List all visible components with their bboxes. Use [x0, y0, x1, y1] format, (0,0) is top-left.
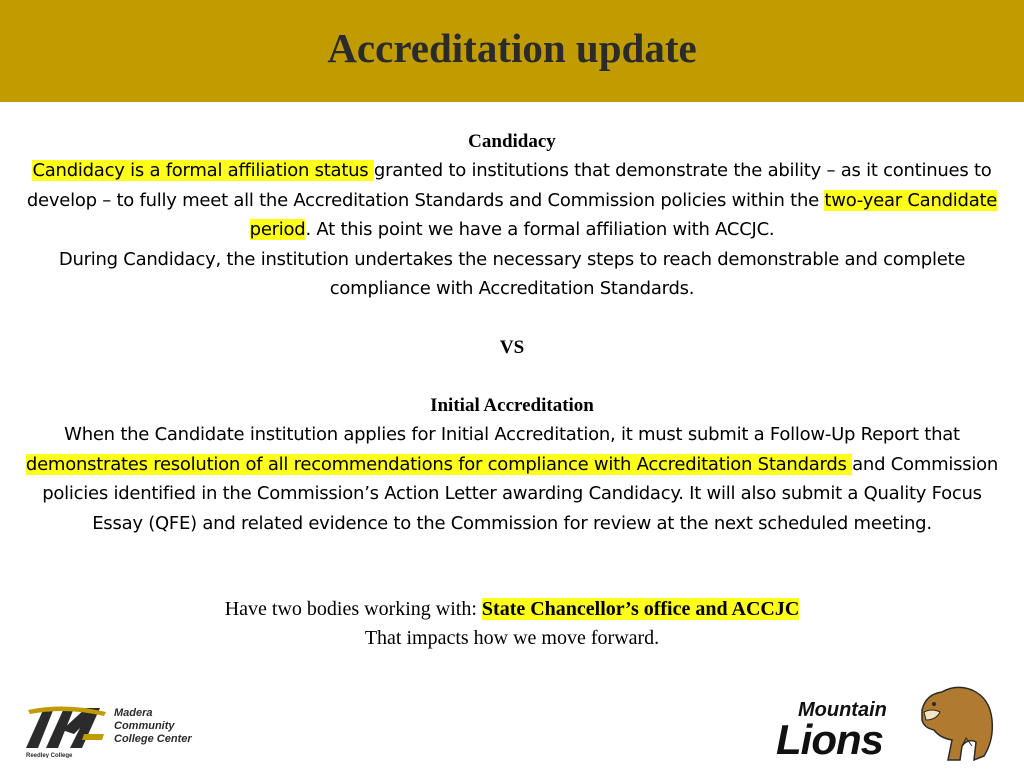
- candidacy-text-a: granted to institutions that demonstrate the ability – as it continues to develop – to fully meet all the Accreditation Standards and Commission policies within the: [26, 160, 992, 211]
- candidacy-paragraph-2: During Candidacy, the institution undertakes the necessary steps to reach demonstrable and complete compliance with Accreditation Standards.: [58, 248, 966, 299]
- slide-title: Accreditation update: [327, 25, 697, 71]
- title-bar: [0, 0, 1024, 102]
- closing-section: [20, 595, 1004, 653]
- candidacy-highlight: Candidacy is a formal affiliation status: [32, 160, 374, 181]
- closing-prefix: Have two bodies working with:: [224, 598, 482, 620]
- madera-m-icon: [24, 700, 224, 758]
- closing-line-1: [20, 595, 1004, 624]
- candidacy-paragraph: [20, 156, 1004, 245]
- madera-sub: Reedley College: [26, 753, 73, 758]
- candidate-period-highlight: two-year Candidate period: [249, 189, 998, 240]
- initial-accreditation-paragraph: [20, 420, 1004, 538]
- bodies-highlight: State Chancellor’s office and ACCJC: [481, 598, 800, 620]
- madera-line-3: College Center: [114, 733, 192, 745]
- candidacy-section: [20, 128, 1004, 304]
- madera-line-1: Madera: [114, 707, 153, 719]
- mountain-lions-logo: [776, 680, 998, 764]
- madera-logo: [24, 700, 224, 758]
- closing-line-2: That impacts how we move forward.: [364, 627, 660, 649]
- mountain-lion-icon: [776, 680, 998, 764]
- candidacy-text-b: . At this point we have a formal affiliation with ACCJC.: [305, 219, 775, 240]
- lions-word-1: Mountain: [798, 699, 887, 721]
- lions-word-2: Lions: [776, 716, 883, 763]
- initial-text-a: When the Candidate institution applies for Initial Accreditation, it must submit a Follow-Up Report that: [64, 424, 960, 445]
- initial-accreditation-section: [20, 392, 1004, 538]
- versus-label: VS: [499, 337, 525, 358]
- initial-accreditation-heading: Initial Accreditation: [430, 395, 594, 416]
- candidacy-heading: Candidacy: [468, 131, 556, 152]
- madera-line-2: Community: [114, 720, 175, 732]
- versus-section: [20, 334, 1004, 362]
- initial-text-b: and Commission policies identified in the Commission’s Action Letter awarding Candidacy. It will also submit a Quality Focus Essay (QFE) and related evidence to the Commission for review at the next scheduled meeting.: [42, 453, 999, 534]
- initial-highlight: demonstrates resolution of all recommendations for compliance with Accreditation Standards: [25, 453, 853, 475]
